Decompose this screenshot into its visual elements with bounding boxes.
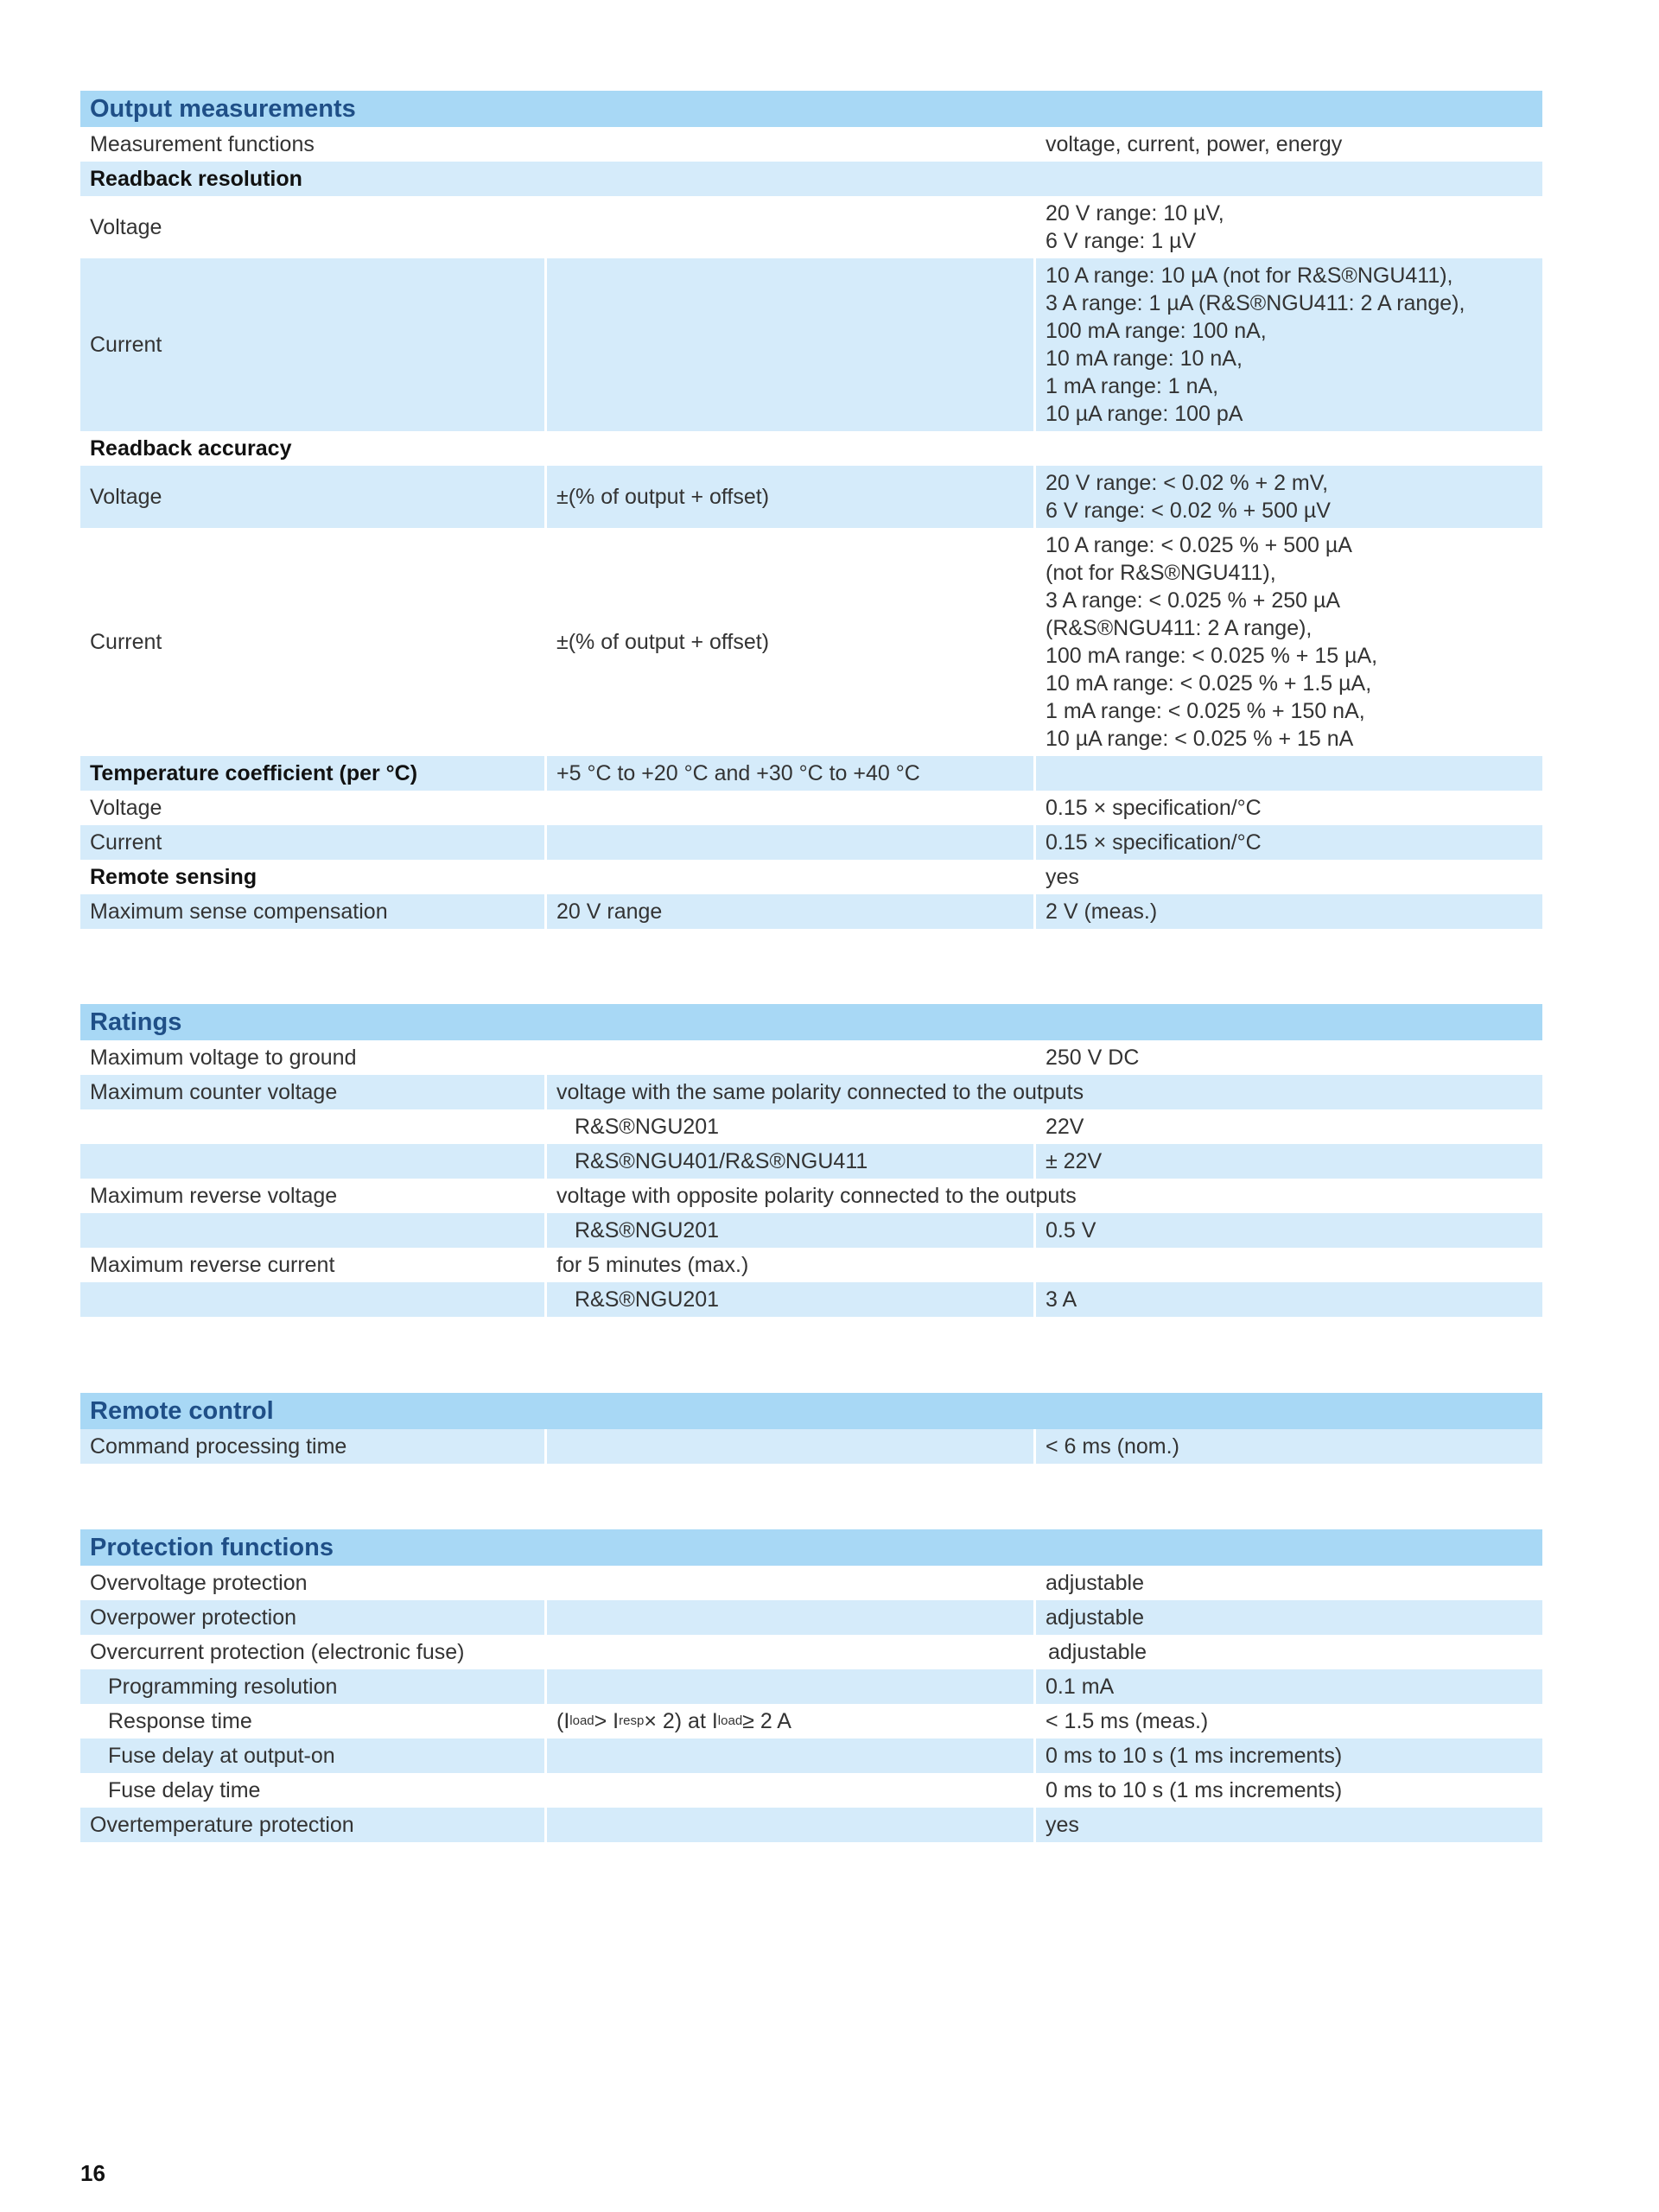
row-value: 20 V range: < 0.02 % + 2 mV, 6 V range: < 0.02 % + 500 µV — [1033, 466, 1542, 528]
table-row — [80, 1600, 1542, 1635]
row-label: Maximum sense compensation — [90, 899, 388, 924]
table-row — [80, 528, 1542, 756]
model-label: R&S®NGU401/R&S®NGU411 — [544, 1144, 1033, 1179]
table-row — [80, 466, 1542, 528]
row-value: 0.5 V — [1033, 1213, 1542, 1248]
table-row — [80, 1566, 1542, 1600]
table-row — [80, 1179, 1542, 1213]
row-condition: voltage with opposite polarity connected to the outputs — [544, 1179, 1542, 1213]
row-value: 2 V (meas.) — [1033, 894, 1542, 929]
section-title: Output measurements — [80, 91, 1542, 127]
row-condition: ±(% of output + offset) — [544, 528, 1033, 756]
model-label: R&S®NGU201 — [544, 1109, 1033, 1144]
subheading: Readback resolution — [90, 167, 302, 191]
row-value: 0 ms to 10 s (1 ms increments) — [1033, 1773, 1542, 1808]
output-measurements-section — [80, 91, 1542, 929]
remote-control-section — [80, 1393, 1542, 1464]
row-label: Voltage — [90, 796, 162, 820]
table-row — [80, 1773, 1542, 1808]
row-value: 20 V range: 10 µV, 6 V range: 1 µV — [1033, 196, 1542, 258]
row-label: Measurement functions — [90, 132, 315, 156]
model-label: R&S®NGU201 — [544, 1213, 1033, 1248]
row-label: Current — [90, 333, 162, 357]
table-row — [80, 1704, 1542, 1738]
row-value: yes — [1033, 860, 1542, 894]
row-value: adjustable — [1033, 1566, 1542, 1600]
table-row — [80, 431, 1542, 466]
table-row — [80, 127, 1542, 162]
row-label: Response time — [108, 1709, 252, 1733]
row-value: 10 A range: < 0.025 % + 500 µA (not for R&S®NGU411), 3 A range: < 0.025 % + 250 µA (R&S®NGU411: 2 A range), 100 mA range: < 0.025 % + 15 µA, 10 mA range: < 0.025 % + 1.5 µA, 1 mA range: < 0.025 % + 150 nA, 10 µA range: < 0.025 % + 15 nA — [1033, 528, 1542, 756]
row-label: Voltage — [90, 485, 162, 509]
row-label: Maximum voltage to ground — [90, 1046, 357, 1070]
subheading: Remote sensing — [90, 865, 257, 889]
protection-functions-section — [80, 1529, 1542, 1842]
table-row — [80, 894, 1542, 929]
table-row — [80, 1282, 1542, 1317]
section-title: Ratings — [80, 1004, 1542, 1040]
row-label: Overcurrent protection (electronic fuse) — [90, 1640, 465, 1664]
table-row — [80, 1808, 1542, 1842]
row-value: 0 ms to 10 s (1 ms increments) — [1033, 1738, 1542, 1773]
row-label: Fuse delay time — [108, 1778, 261, 1802]
table-row — [80, 1109, 1542, 1144]
row-condition: 20 V range — [544, 894, 1033, 929]
row-condition: voltage with the same polarity connected to the outputs — [544, 1075, 1542, 1109]
row-label: Programming resolution — [108, 1675, 338, 1699]
row-value: 0.15 × specification/°C — [1033, 791, 1542, 825]
row-condition: +5 °C to +20 °C and +30 °C to +40 °C — [544, 756, 1033, 791]
table-row — [80, 1248, 1542, 1282]
row-value: 22V — [1033, 1109, 1542, 1144]
model-label: R&S®NGU201 — [544, 1282, 1033, 1317]
table-row — [80, 1738, 1542, 1773]
row-label: Command processing time — [90, 1434, 347, 1459]
table-row — [80, 162, 1542, 196]
row-label: Voltage — [90, 215, 162, 239]
row-label: Current — [90, 830, 162, 855]
row-label: Maximum counter voltage — [90, 1080, 338, 1104]
row-label: Maximum reverse voltage — [90, 1184, 338, 1208]
row-value: yes — [1033, 1808, 1542, 1842]
table-row — [80, 1635, 1542, 1669]
table-row — [80, 1040, 1542, 1075]
subheading: Readback accuracy — [90, 436, 292, 461]
row-condition: (I load > I resp × 2) at I load ≥ 2 A — [544, 1704, 1033, 1738]
row-value: adjustable — [1036, 1635, 1542, 1669]
page-number: 16 — [80, 2160, 105, 2186]
row-value: 250 V DC — [1033, 1040, 1542, 1075]
subheading: Temperature coefficient (per °C) — [90, 761, 418, 785]
row-label: Current — [90, 630, 162, 654]
table-row — [80, 756, 1542, 791]
row-value: 3 A — [1033, 1282, 1542, 1317]
table-row — [80, 1213, 1542, 1248]
row-condition: ±(% of output + offset) — [544, 466, 1033, 528]
row-label: Overvoltage protection — [90, 1571, 308, 1595]
section-title: Remote control — [80, 1393, 1542, 1429]
row-value: voltage, current, power, energy — [1033, 127, 1542, 162]
row-value: ± 22V — [1033, 1144, 1542, 1179]
row-label: Overtemperature protection — [90, 1813, 354, 1837]
row-value: adjustable — [1033, 1600, 1542, 1635]
row-condition: for 5 minutes (max.) — [544, 1248, 1542, 1282]
row-label: Fuse delay at output-on — [108, 1744, 335, 1768]
table-row — [80, 860, 1542, 894]
table-row — [80, 1429, 1542, 1464]
table-row — [80, 258, 1542, 431]
row-value: 0.15 × specification/°C — [1033, 825, 1542, 860]
table-row — [80, 1144, 1542, 1179]
table-row — [80, 791, 1542, 825]
row-value: < 6 ms (nom.) — [1033, 1429, 1542, 1464]
table-row — [80, 1075, 1542, 1109]
row-value: 0.1 mA — [1033, 1669, 1542, 1704]
row-value: 10 A range: 10 µA (not for R&S®NGU411), 3 A range: 1 µA (R&S®NGU411: 2 A range), 100 mA range: 100 nA, 10 mA range: 10 nA, 1 mA range: 1 nA, 10 µA range: 100 pA — [1033, 258, 1542, 431]
ratings-section — [80, 1004, 1542, 1317]
table-row — [80, 196, 1542, 258]
table-row — [80, 1669, 1542, 1704]
row-label: Maximum reverse current — [90, 1253, 335, 1277]
row-value: < 1.5 ms (meas.) — [1033, 1704, 1542, 1738]
row-label: Overpower protection — [90, 1605, 297, 1630]
table-row — [80, 825, 1542, 860]
section-title: Protection functions — [80, 1529, 1542, 1566]
